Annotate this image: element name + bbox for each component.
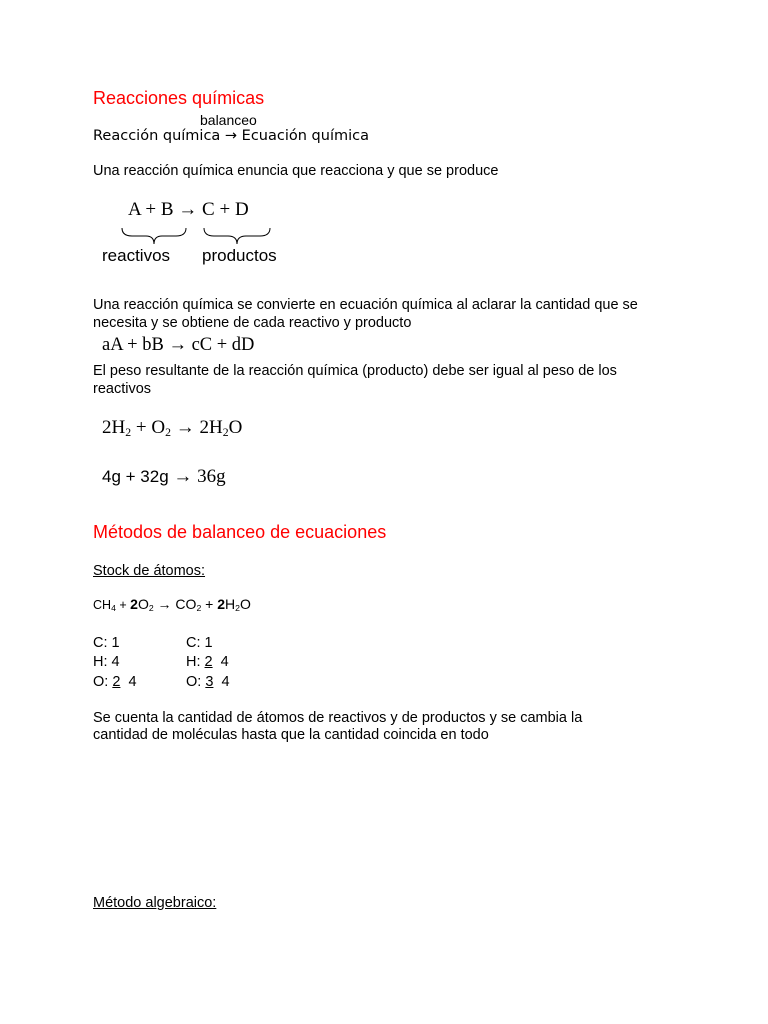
right-count-h: H: 2 4 — [186, 654, 229, 670]
coefficient-equation: aA + bB → cC + dD — [102, 335, 255, 355]
section-title-reacciones: Reacciones químicas — [93, 88, 265, 108]
stock-para-line1: Se cuenta la cantidad de átomos de reactivos y de productos y se cambia la — [93, 710, 583, 726]
productos-label: productos — [202, 246, 277, 265]
balanceo-label: balanceo — [200, 112, 257, 128]
para2-line1: El peso resultante de la reacción química (producto) debe ser igual al peso de los — [93, 363, 617, 379]
right-count-c: C: 1 — [186, 635, 213, 651]
methane-equation: $CH_4 + 2O_2 \to CO_2 + 2H_2O$ — [93, 596, 251, 614]
para1-line2: necesita y se obtiene de cada reactivo y producto — [93, 315, 412, 331]
right-count-o: O: 3 4 — [186, 674, 230, 690]
reactivos-label: reactivos — [102, 246, 171, 265]
water-equation: $2H_2 + O_2 \to 2H_2O$ — [102, 417, 243, 439]
section-title-metodos: Métodos de balanceo de ecuaciones — [93, 522, 387, 542]
para1-line1: Una reacción química se convierte en ecuación química al aclarar la cantidad que se — [93, 297, 638, 313]
reactivos-brace — [118, 226, 190, 248]
productos-brace — [200, 226, 274, 248]
para2-line2: reactivos — [93, 381, 152, 397]
left-count-o: O: 2 4 — [93, 674, 137, 690]
left-count-h: H: 4 — [93, 654, 120, 670]
mass-equation: 4g + 32g → 36g — [102, 466, 226, 487]
generic-equation: A + B → C + D — [128, 199, 249, 220]
left-count-c: C: 1 — [93, 635, 120, 651]
stock-para-line2: cantidad de moléculas hasta que la cantidad coincida en todo — [93, 727, 489, 743]
stock-heading: Stock de átomos: — [93, 563, 206, 579]
algebraic-heading: Método algebraico: — [93, 895, 217, 911]
intro-text: Una reacción química enuncia que reacciona y que se produce — [93, 163, 499, 179]
reaction-line: Reacción química → Ecuación química — [93, 128, 369, 144]
